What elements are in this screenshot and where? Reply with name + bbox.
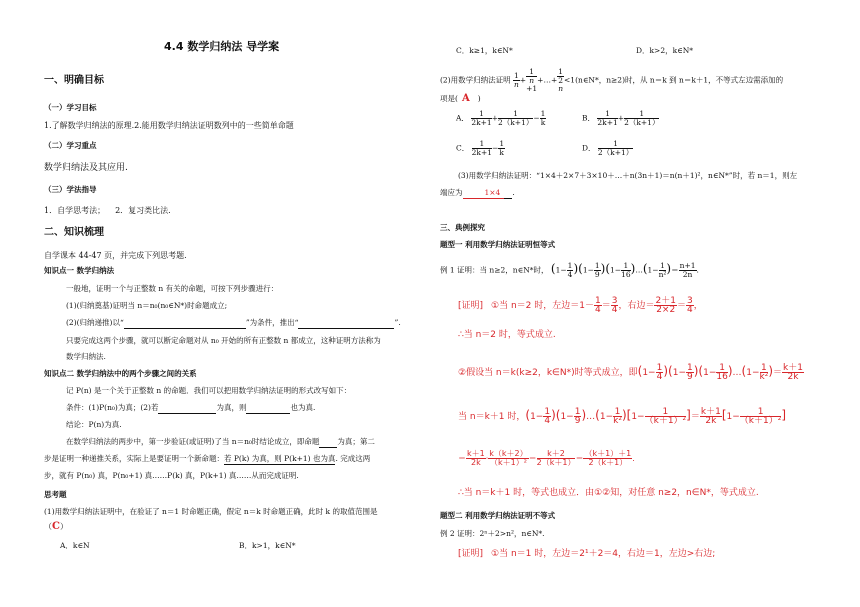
- q1-option-d[interactable]: D．k>2，k∈N*: [636, 46, 694, 55]
- proof-1-step2-calc: ＝ $\frac{k+1}{2k}$ · $\frac{k(k+2)}{\text{（k＋1）²}}$ ＝ $\frac{k+2}{2(k+1)}$ ＝ $\frac{(k+1)+1}{2(k+1)}$ .: [458, 449, 635, 467]
- answer-1x4: 1×4: [463, 188, 505, 199]
- kp2-para-line1: 在数学归纳法的两步中，第一步验证(或证明)了当 n＝n₀时结论成立，即命题 为真；第二: [66, 437, 375, 446]
- proof-1-step2-hypothesis: ②假设当 n＝k(k≥2，k∈N*)时等式成立，即(1− $\frac{1}{4}$ )(1− $\frac{1}{9}$ )(1− $\frac{1}{16}$ )…(1− $\frac{1}{\text{k²}}$ )＝ $\frac{k+1}{2k}$: [458, 363, 803, 382]
- proof-1-step2-case: 当 n＝k＋1 时，(1− $\frac{1}{4}$ )(1− $\frac{1}{9}$ )…(1− $\frac{1}{\text{k²}}$ )[1− $\frac{1}{\text{（k＋1）²}}$ ]＝ $\frac{k+1}{2k}$ [1− $\frac{1}{\text{（k＋1）²}}$ ]: [458, 407, 787, 426]
- question-3-answer: 端应为 1×4 .: [440, 188, 515, 197]
- subheading-method: （三）学法指导: [44, 185, 97, 194]
- section-heading-examples: 三、典例探究: [440, 223, 485, 232]
- type-2-heading: 题型二 利用数学归纳法证明不等式: [440, 511, 556, 520]
- blank-4[interactable]: [246, 403, 290, 414]
- example-2-stem: 例 2 证明：2ⁿ＋2>n²，n∈N*.: [440, 529, 545, 538]
- question-2-answer: 项是( A ): [440, 93, 481, 104]
- kp2-conclusion: 结论：P(n)为真.: [66, 420, 122, 429]
- answer-a: A: [461, 93, 470, 104]
- proof-1-step1: [证明] ①当 n＝2 时，左边＝1－ $\frac{1}{4}$ ＝ $\frac{3}{4}$ ，右边＝ $\frac{2+1}{2\times 2}$ ＝ $\frac{3}{4}$ ，: [458, 296, 703, 315]
- example-1-stem: 例 1 证明：当 n≥2，n∈N*时， (1− $\frac{1}{4}$ )(1− $\frac{1}{9}$ )(1− $\frac{1}{16}$ )…(1− $\frac{1}{\text{n²}}$ )＝ $\frac{n+1}{2n}$ .: [440, 261, 699, 279]
- q2-option-b[interactable]: B． $\frac{1}{2k+1}$ + $\frac{1}{2(k+1)}$: [582, 109, 660, 127]
- q2-option-d[interactable]: D． $\frac{1}{2(k+1)}$: [582, 139, 634, 157]
- kp1-intro: 一般地，证明一个与正整数 n 有关的命题，可按下列步骤进行：: [66, 284, 279, 293]
- kp1-step2: (2)(归纳递推)以“ ”为条件，推出“ ”.: [66, 318, 401, 327]
- type-1-heading: 题型一 利用数学归纳法证明恒等式: [440, 240, 556, 249]
- kp1-step1: (1)(归纳奠基)证明当 n＝n₀(n₀∈N*)时命题成立;: [66, 301, 228, 310]
- question-1-answer: （C）: [44, 521, 68, 532]
- knowledge-point-1-title: 知识点一 数学归纳法: [44, 266, 115, 275]
- focus-text: 数学归纳法及其应用.: [44, 163, 128, 173]
- kp2-intro: 记 P(n) 是一个关于正整数 n 的命题．我们可以把用数学归纳法证明的形式改写如下：: [66, 386, 352, 395]
- q1-option-b[interactable]: B．k>1，k∈N*: [239, 541, 296, 550]
- question-3-stem: (3)用数学归纳法证明：“1×4＋2×7＋3×10＋…＋n(3n＋1)＝n(n＋1)²，n∈N*”时，若 n＝1，则左: [458, 171, 798, 180]
- kp1-note-line2: 数学归纳法.: [66, 352, 106, 361]
- q2-option-a[interactable]: A． $\frac{1}{2k+1}$ + $\frac{1}{2(k+1)}$ − $\frac{1}{k}$: [456, 109, 546, 127]
- subheading-focus: （二）学习重点: [44, 141, 97, 150]
- answer-c: C: [52, 521, 60, 532]
- section-heading-knowledge: 二、知识梳理: [44, 227, 104, 238]
- proof-1-conclusion-n2: ∴当 n＝2 时，等式成立.: [458, 330, 556, 340]
- blank-5[interactable]: [319, 437, 337, 448]
- blank-3[interactable]: [158, 403, 216, 414]
- knowledge-point-2-title: 知识点二 数学归纳法中的两个步骤之间的关系: [44, 369, 197, 378]
- subheading-learning-goals: （一）学习目标: [44, 103, 97, 112]
- reading-instruction: 自学课本 44-47 页，并完成下列思考题.: [44, 251, 187, 260]
- think-heading: 思考题: [44, 490, 67, 499]
- proof-1-final: ∴当 n＝k＋1 时，等式也成立．由①②知，对任意 n≥2，n∈N*，等式成立.: [458, 488, 759, 498]
- q1-option-c[interactable]: C．k≥1，k∈N*: [456, 46, 513, 55]
- blank-1[interactable]: [124, 318, 246, 329]
- proof-2-step1: [证明] ①当 n＝1 时，左边＝2¹＋2＝4，右边＝1，左边>右边;: [458, 549, 716, 559]
- section-heading-goals: 一、明确目标: [44, 75, 104, 86]
- learning-goals-text: 1.了解数学归纳法的原理.2.能用数学归纳法证明数列中的一些简单命题: [44, 121, 294, 130]
- method-text: 1．自学思考法； 2．复习类比法.: [44, 206, 171, 215]
- question-2-stem: (2)用数学归纳法证明 $\frac{1}{n}$ + 1 n +1 +…+ 1 2 n <1(n∈N*，n≥2)时，从 n＝k 到 n＝k＋1，不等式左边需添加的: [440, 67, 784, 93]
- kp2-para-line3: 步，就有 P(n₀) 真，P(n₀+1) 真……P(k) 真，P(k+1) 真……从而完成证明.: [44, 471, 299, 480]
- q2-option-c[interactable]: C． $\frac{1}{2k+1}$ − $\frac{1}{k}$: [456, 139, 505, 157]
- q1-option-a[interactable]: A．k∈N: [60, 541, 90, 550]
- kp2-para-line2: 步是证明一种递推关系，实际上是要证明一个新命题：若 P(k) 为真，则 P(k+1) 也为真. 完成这两: [44, 454, 371, 463]
- question-1-stem: (1)用数学归纳法证明中，在验证了 n＝1 时命题正确，假定 n＝k 时命题正确，此时 k 的取值范围是: [44, 507, 378, 516]
- doc-title: 4.4 数学归纳法 导学案: [164, 40, 280, 53]
- kp1-note-line1: 只要完成这两个步骤，就可以断定命题对从 n₀ 开始的所有正整数 n 都成立，这种证明方法称为: [66, 336, 381, 345]
- kp2-conditions: 条件：(1)P(n₀)为真；(2)若 为真，则 也为真.: [66, 403, 316, 412]
- blank-2[interactable]: [298, 318, 394, 329]
